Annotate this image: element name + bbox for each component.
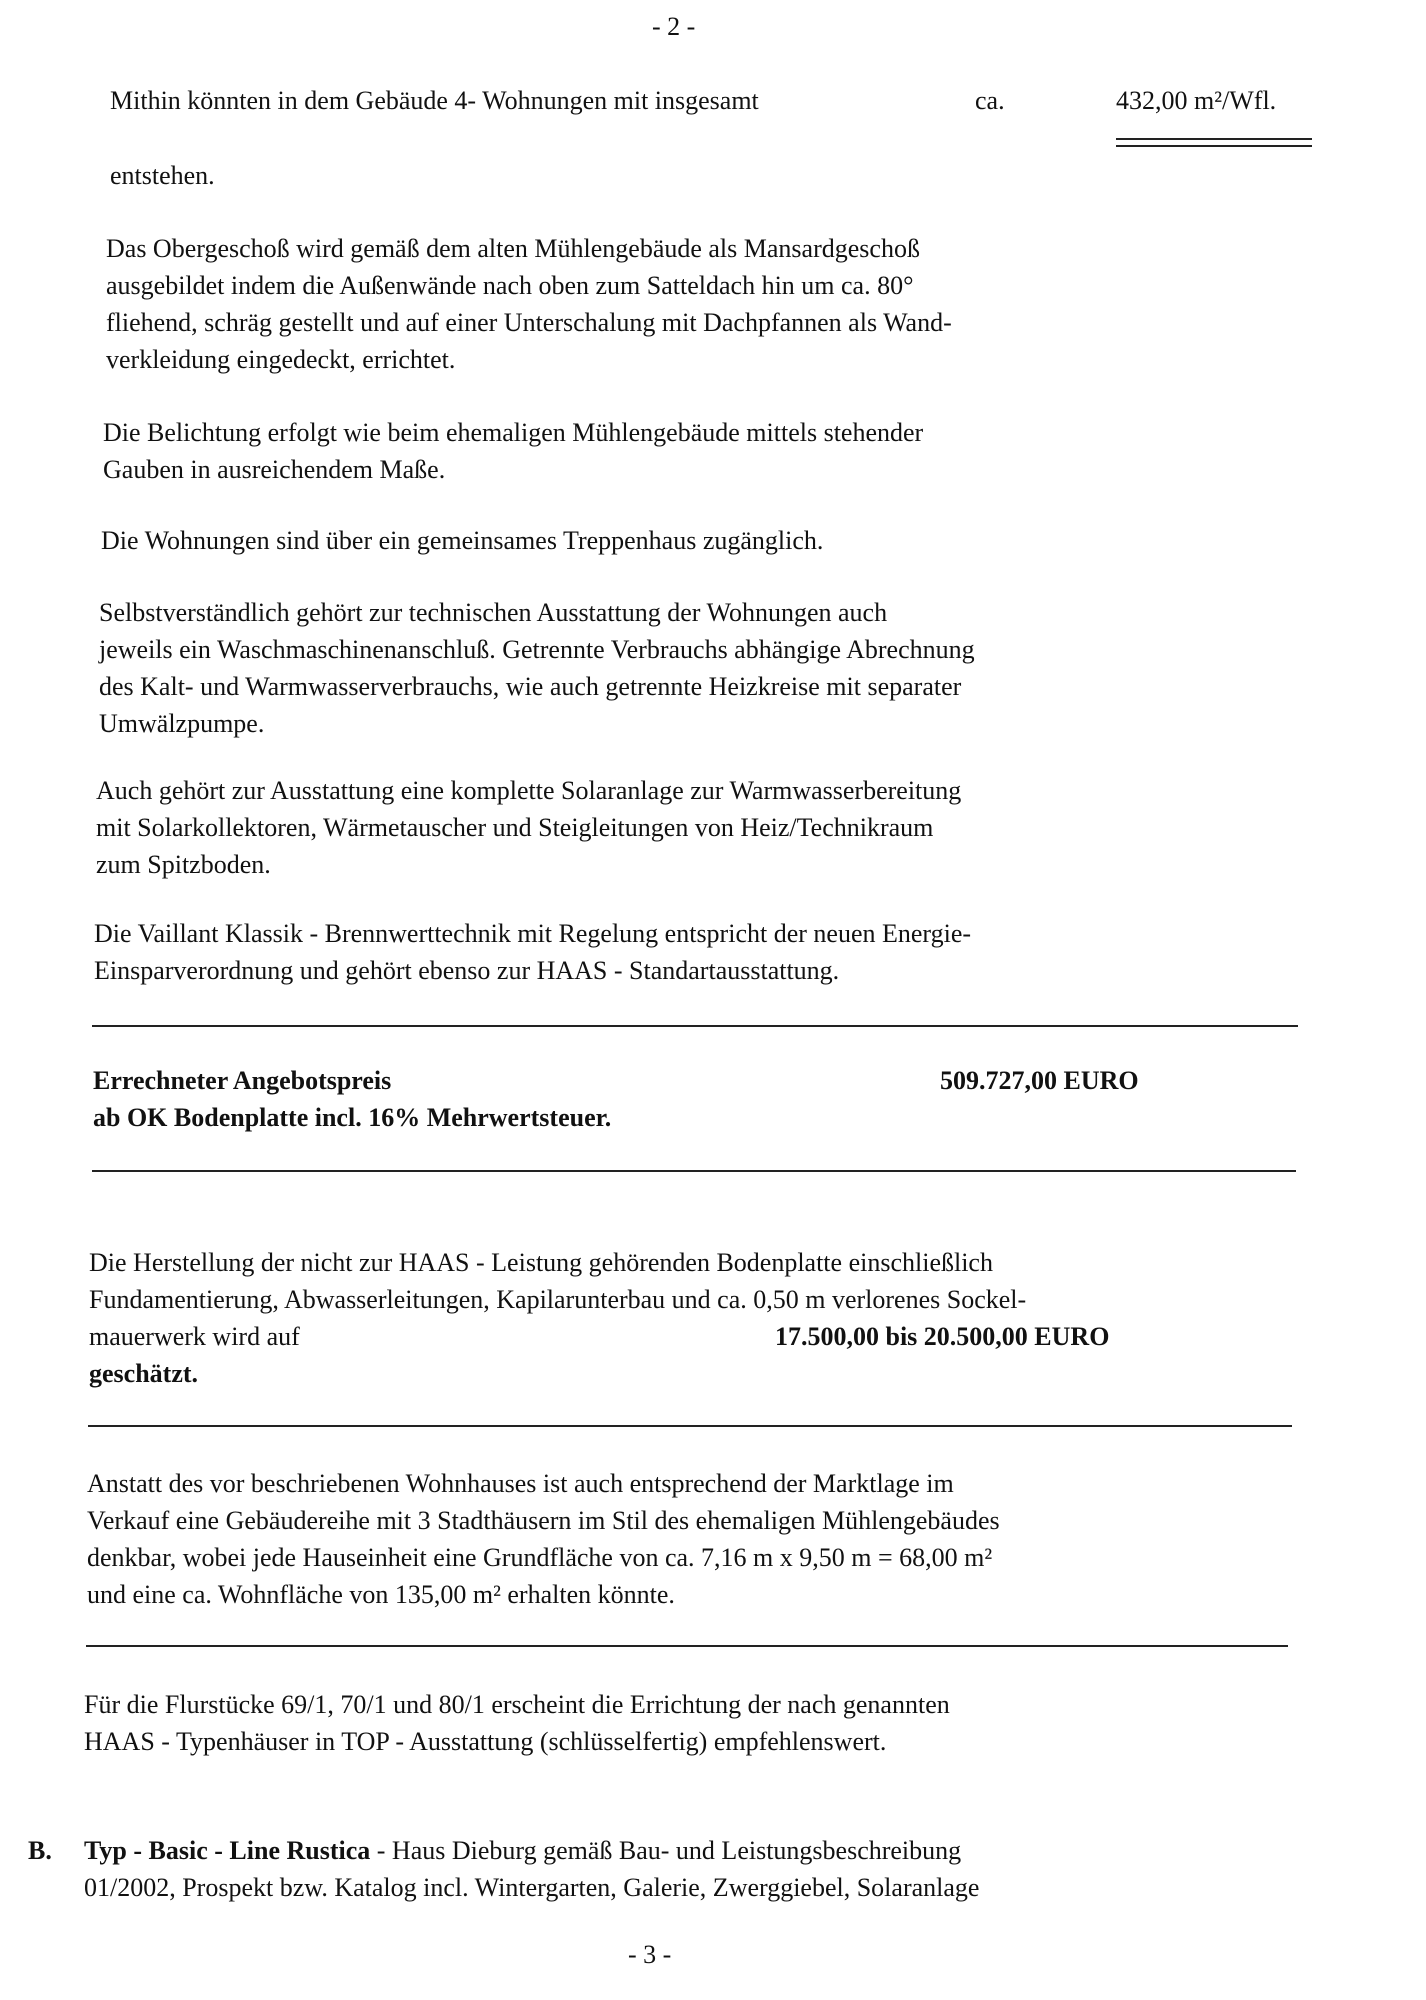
paragraph-line: Auch gehört zur Ausstattung eine komplette Solaranlage zur Warmwasserbereitung (96, 776, 962, 805)
paragraph-line: Für die Flurstücke 69/1, 70/1 und 80/1 erscheint die Errichtung der nach genannten (84, 1690, 950, 1719)
offer-price-value: 509.727,00 EURO (940, 1066, 1139, 1095)
paragraph-line: 01/2002, Prospekt bzw. Katalog incl. Wintergarten, Galerie, Zwerggiebel, Solaranlage (84, 1873, 980, 1902)
base-plate-cost-range: 17.500,00 bis 20.500,00 EURO (775, 1322, 1110, 1351)
living-area-sentence: Mithin könnten in dem Gebäude 4- Wohnungen mit insgesamt (110, 86, 759, 115)
house-type-title: Typ - Basic - Line Rustica (84, 1836, 371, 1865)
paragraph-line: geschätzt. (89, 1359, 199, 1388)
paragraph-line: Die Herstellung der nicht zur HAAS - Leistung gehörenden Bodenplatte einschließlich (89, 1248, 993, 1277)
paragraph-parcels (84, 1686, 950, 1760)
divider-line (92, 1025, 1298, 1027)
paragraph-line: mit Solarkollektoren, Wärmetauscher und Steigleitungen von Heiz/Technikraum (96, 813, 934, 842)
paragraph-line: denkbar, wobei jede Hauseinheit eine Grundfläche von ca. 7,16 m x 9,50 m = 68,00 m² (87, 1543, 993, 1572)
paragraph-line: Fundamentierung, Abwasserleitungen, Kapilarunterbau und ca. 0,50 m verlorenes Sockel- (89, 1285, 1027, 1314)
divider-line (88, 1425, 1292, 1427)
offer-line: ab OK Bodenplatte incl. 16% Mehrwertsteuer. (93, 1103, 612, 1132)
paragraph-line: jeweils ein Waschmaschinenanschluß. Getrennte Verbrauchs abhängige Abrechnung (99, 635, 975, 664)
paragraph-line: Die Wohnungen sind über ein gemeinsames Treppenhaus zugänglich. (101, 526, 824, 555)
page-number-header: - 2 - (652, 12, 696, 41)
paragraph-line: zum Spitzboden. (96, 850, 271, 879)
paragraph-line: Gauben in ausreichendem Maße. (103, 455, 446, 484)
paragraph-line: Die Belichtung erfolgt wie beim ehemaligen Mühlengebäude mittels stehender (103, 418, 924, 447)
paragraph-line: Verkauf eine Gebäudereihe mit 3 Stadthäusern im Stil des ehemaligen Mühlengebäudes (87, 1506, 1000, 1535)
entstehen-text: entstehen. (110, 161, 215, 190)
paragraph-line: Die Vaillant Klassik - Brennwerttechnik mit Regelung entspricht der neuen Energie- (94, 919, 972, 948)
section-marker: B. (28, 1836, 52, 1865)
paragraph-line: verkleidung eingedeckt, errichtet. (106, 345, 456, 374)
paragraph-line: Selbstverständlich gehört zur technischen Ausstattung der Wohnungen auch (99, 598, 888, 627)
paragraph-line: und eine ca. Wohnfläche von 135,00 m² erhalten könnte. (87, 1580, 675, 1609)
paragraph-line: Das Obergeschoß wird gemäß dem alten Mühlengebäude als Mansardgeschoß (106, 234, 920, 263)
paragraph-alternative (87, 1465, 1000, 1613)
section-b-text (84, 1832, 979, 1906)
ca-label: ca. (975, 86, 1005, 115)
offer-price-label (93, 1062, 611, 1136)
page-number-footer: - 3 - (628, 1940, 672, 1969)
divider-line (92, 1170, 1296, 1172)
offer-line: Errechneter Angebotspreis (93, 1066, 392, 1095)
paragraph-line: Einsparverordnung und gehört ebenso zur HAAS - Standartausstattung. (94, 956, 840, 985)
paragraph-staircase (101, 522, 823, 559)
paragraph-line: mauerwerk wird auf (89, 1322, 300, 1351)
paragraph-line: des Kalt- und Warmwasserverbrauchs, wie auch getrennte Heizkreise mit separater (99, 672, 962, 701)
divider-line (86, 1645, 1288, 1647)
living-area-value: 432,00 m²/Wfl. (1116, 86, 1277, 115)
paragraph-line: Umwälzpumpe. (99, 709, 265, 738)
paragraph-solar (96, 772, 961, 883)
paragraph-line: Anstatt des vor beschriebenen Wohnhauses ist auch entsprechend der Marktlage im (87, 1469, 954, 1498)
paragraph-line: HAAS - Typenhäuser in TOP - Ausstattung (schlüsselfertig) empfehlenswert. (84, 1727, 887, 1756)
paragraph-mansard (106, 230, 952, 378)
paragraph-equipment (99, 594, 975, 742)
paragraph-line: fliehend, schräg gestellt und auf einer Unterschalung mit Dachpfannen als Wand- (106, 308, 952, 337)
paragraph-heating (94, 915, 971, 989)
double-underline (1116, 138, 1312, 147)
paragraph-line: ausgebildet indem die Außenwände nach oben zum Satteldach hin um ca. 80° (106, 271, 914, 300)
paragraph-lighting (103, 414, 923, 488)
house-type-desc: - Haus Dieburg gemäß Bau- und Leistungsbeschreibung (370, 1836, 962, 1865)
